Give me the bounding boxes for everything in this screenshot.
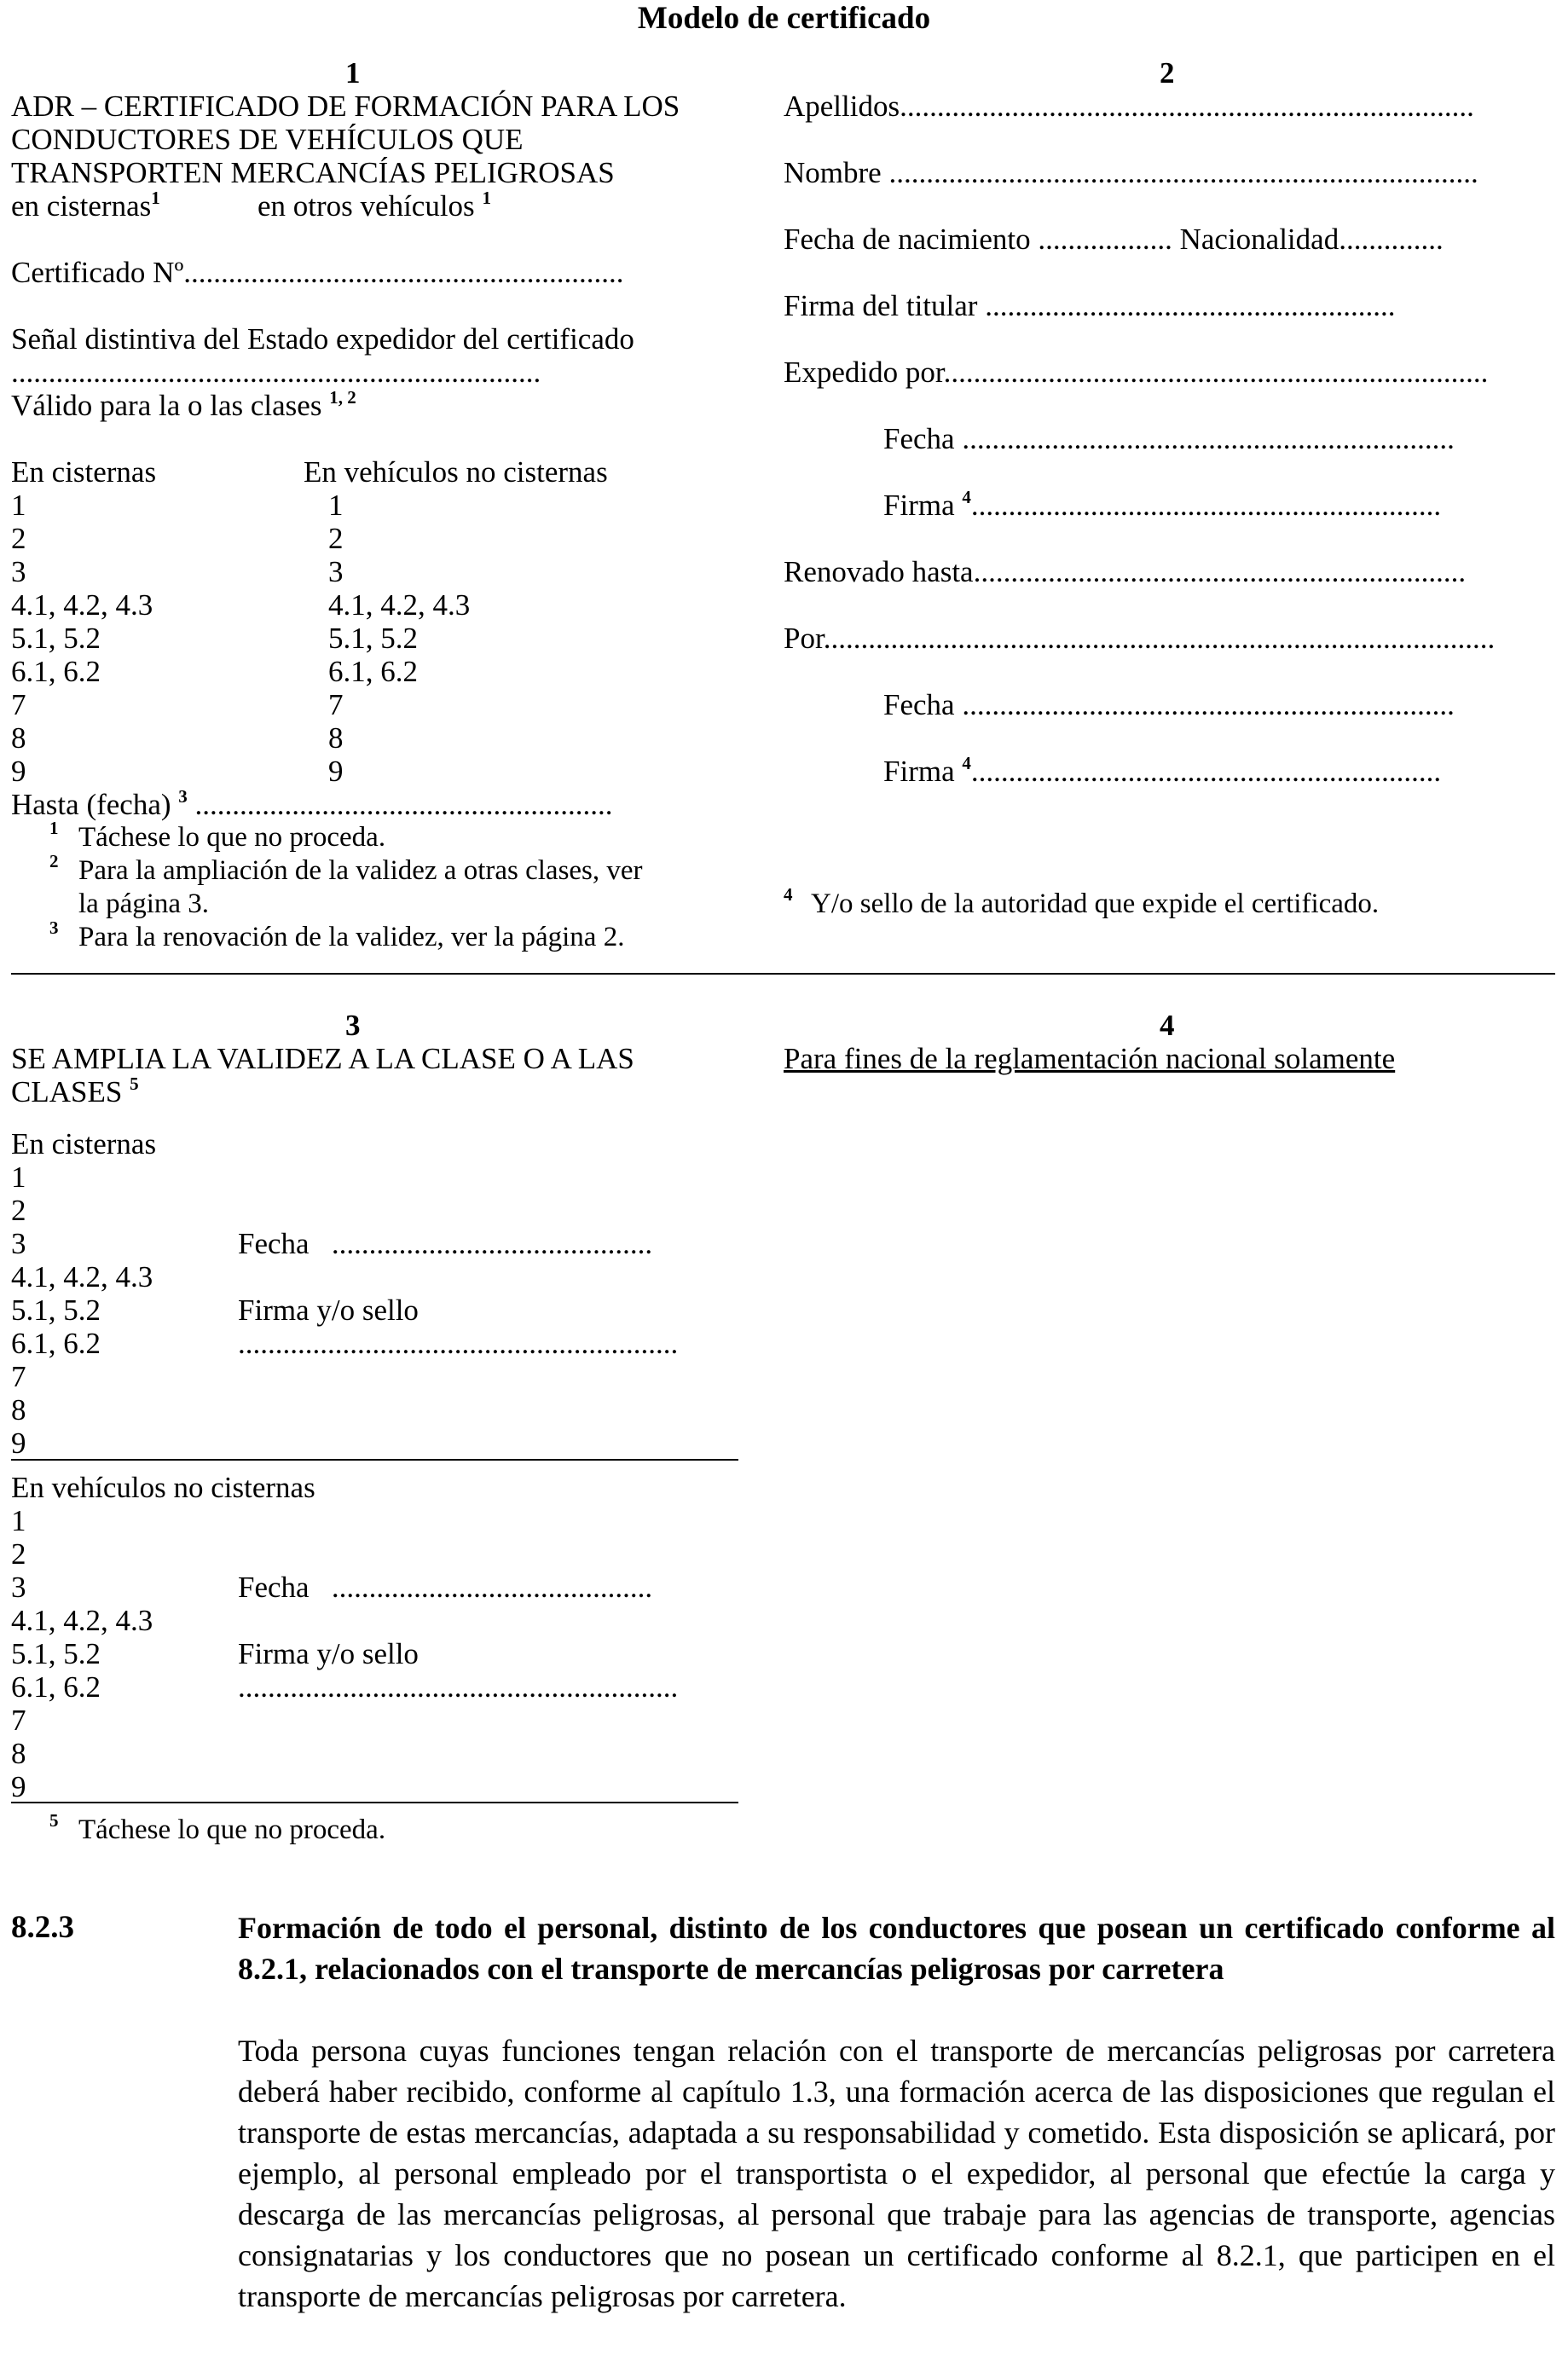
page-title: Modelo de certificado [637, 1, 931, 36]
option-label: en otros vehículos [257, 189, 475, 223]
class-item: 6.1, 6.2 [328, 655, 418, 688]
class-item: 6.1, 6.2 [11, 655, 101, 688]
date-field [238, 1571, 652, 1604]
issue-date-field: Fecha .................................................................. [883, 422, 1455, 455]
valid-classes-label [11, 389, 356, 422]
footnote [49, 818, 59, 854]
footnote-ref: 3 [178, 786, 188, 807]
footnote [49, 917, 59, 954]
class-item: 2 [11, 1194, 26, 1227]
renewal-date-field: Fecha .................................................................. [883, 688, 1455, 721]
renewal-signature-field [883, 755, 1441, 788]
section-number: 8.2.3 [11, 1910, 74, 1945]
signature-stamp-label: Firma y/o sello [238, 1637, 419, 1670]
extension-heading-line [11, 1075, 139, 1108]
certificate-number-field: Certificado Nº........................................................... [11, 256, 624, 289]
field-dots: ........................................... [331, 1227, 653, 1260]
block-divider [11, 1459, 738, 1461]
class-list-non-tanks [11, 1504, 153, 1803]
class-item: 3 [11, 1227, 26, 1260]
label-text: Firma [883, 489, 955, 522]
section-heading: Formación de todo el personal, distinto de los conductores que posean un certificado conforme al 8.2.1, relacionados con el transporte de mercancías peligrosas por carretera [238, 1911, 1555, 1986]
heading-text: CLASES [11, 1075, 123, 1108]
date-field [238, 1227, 652, 1260]
class-item: 8 [328, 721, 344, 755]
label-text: Fecha [238, 1227, 310, 1260]
footnote-text: Para la renovación de la validez, ver la página 2. [78, 922, 625, 952]
label-text: Hasta (fecha) [11, 788, 171, 821]
name-field: Nombre ............................................................................... [784, 156, 1478, 189]
class-item: 5.1, 5.2 [11, 622, 101, 655]
class-item: 7 [11, 688, 26, 721]
tank-option [11, 189, 160, 223]
option-label: en cisternas [11, 189, 152, 223]
class-item: 2 [328, 522, 344, 555]
class-list-tanks [11, 1160, 153, 1460]
renewed-until-field: Renovado hasta.................................................................. [784, 555, 1467, 588]
field-dots: ........................................................ [194, 788, 613, 821]
class-item: 3 [11, 555, 26, 588]
class-item: 9 [328, 755, 344, 788]
class-item: 9 [11, 1770, 26, 1803]
footnote [49, 851, 59, 888]
footnote-number: 1 [49, 818, 59, 838]
signature-stamp-dots: ........................................................... [238, 1670, 679, 1704]
class-item: 9 [11, 755, 26, 788]
footnote-number: 5 [49, 1810, 59, 1831]
class-item: 5.1, 5.2 [11, 1637, 101, 1670]
class-item: 4.1, 4.2, 4.3 [11, 588, 153, 622]
class-item: 4.1, 4.2, 4.3 [328, 588, 471, 622]
class-item: 9 [11, 1427, 26, 1460]
class-item: 5.1, 5.2 [11, 1293, 101, 1327]
class-item: 8 [11, 721, 26, 755]
footnote-ref: 1, 2 [329, 387, 356, 408]
panel-number: 2 [1160, 56, 1175, 90]
label-text: Válido para la o las clases [11, 389, 322, 422]
extension-heading-line: SE AMPLIA LA VALIDEZ A LA CLASE O A LAS [11, 1042, 634, 1075]
class-item: 2 [11, 1537, 26, 1571]
renewed-by-field: Por.......................................................................................... [784, 622, 1496, 655]
class-item: 1 [11, 489, 26, 522]
valid-until-field [11, 788, 613, 821]
class-item: 5.1, 5.2 [328, 622, 418, 655]
footnote-ref: 1 [482, 188, 491, 208]
footnote-number: 2 [49, 851, 59, 871]
footnote-ref: 4 [962, 753, 971, 773]
footnote [49, 1810, 59, 1847]
footnote [784, 884, 793, 921]
certificate-heading-line: ADR – CERTIFICADO DE FORMACIÓN PARA LOS [11, 90, 680, 123]
column-head-non-tanks: En vehículos no cisternas [304, 455, 608, 489]
class-item: 7 [11, 1704, 26, 1737]
class-item: 4.1, 4.2, 4.3 [11, 1260, 153, 1293]
panel-number: 1 [345, 56, 361, 90]
issuing-state-label: Señal distintiva del Estado expedidor del certificado [11, 322, 634, 356]
panel-separator [11, 973, 1555, 975]
panel-number: 4 [1160, 1009, 1175, 1042]
class-item: 8 [11, 1737, 26, 1770]
column-head-tanks: En cisternas [11, 455, 157, 489]
footnote-text: Para la ampliación de la validez a otras clases, ver [78, 855, 643, 886]
footnote-number: 3 [49, 917, 59, 938]
class-item: 1 [328, 489, 344, 522]
issue-signature-field [883, 489, 1441, 522]
class-list-tanks [11, 489, 153, 788]
class-item: 7 [11, 1360, 26, 1393]
section-body: Toda persona cuyas funciones tengan relación con el transporte de mercancías peligrosas por carretera deberá haber recibido, conforme al capítulo 1.3, una formación acerca de las disposiciones que regulan el transporte de estas mercancías, adaptada a su responsabilidad y cometido. Esta disposición se aplicará, por ejemplo, al personal empleado por el transportista o el expedidor, al personal que efectúe la carga y descarga de las mercancías peligrosas, al personal que trabaje para las agencias de transporte, agencias consignatarias y los conductores que no posean un certificado conforme al 8.2.1, que participen en el transporte de mercancías peligrosas por carretera. [238, 2034, 1555, 2313]
class-item: 2 [11, 522, 26, 555]
field-dots: ............................................................... [970, 755, 1442, 788]
issued-by-field: Expedido por......................................................................... [784, 356, 1489, 389]
footnote-text: Táchese lo que no proceda. [78, 822, 386, 853]
certificate-heading-line: CONDUCTORES DE VEHÍCULOS QUE [11, 123, 524, 156]
field-dots: ........................................... [331, 1571, 653, 1604]
footnote-text: Táchese lo que no proceda. [78, 1814, 386, 1845]
class-list-non-tanks [328, 489, 470, 788]
label-text: Firma [883, 755, 955, 788]
footnote-number: 4 [784, 884, 793, 905]
class-item: 3 [328, 555, 344, 588]
block-head-non-tanks: En vehículos no cisternas [11, 1471, 315, 1504]
class-item: 1 [11, 1160, 26, 1194]
footnote-ref: 4 [962, 487, 971, 507]
panel-number: 3 [345, 1009, 361, 1042]
signature-stamp-dots: ........................................................... [238, 1327, 679, 1360]
block-divider [11, 1802, 738, 1803]
class-item: 7 [328, 688, 344, 721]
class-item: 8 [11, 1393, 26, 1427]
surname-field: Apellidos............................................................................. [784, 90, 1474, 123]
class-item: 6.1, 6.2 [11, 1327, 101, 1360]
label-text: Fecha [238, 1571, 310, 1604]
birthdate-nationality-field: Fecha de nacimiento .................. Nacionalidad.............. [784, 223, 1444, 256]
signature-stamp-label: Firma y/o sello [238, 1293, 419, 1327]
footnote-ref: 1 [151, 188, 160, 208]
class-item: 3 [11, 1571, 26, 1604]
other-vehicles-option [257, 189, 491, 223]
class-item: 6.1, 6.2 [11, 1670, 101, 1704]
certificate-heading-line: TRANSPORTEN MERCANCÍAS PELIGROSAS [11, 156, 615, 189]
block-head-tanks: En cisternas [11, 1127, 157, 1160]
footnote-ref: 5 [130, 1074, 139, 1094]
footnote-text: la página 3. [78, 888, 210, 919]
footnote-text: Y/o sello de la autoridad que expide el certificado. [811, 888, 1380, 919]
field-dots: ............................................................... [970, 489, 1442, 522]
holder-signature-field: Firma del titular ....................................................... [784, 289, 1396, 322]
class-item: 1 [11, 1504, 26, 1537]
national-use-note: Para fines de la reglamentación nacional solamente [784, 1042, 1396, 1075]
issuing-state-dots: ....................................................................... [11, 356, 541, 389]
class-item: 4.1, 4.2, 4.3 [11, 1604, 153, 1637]
